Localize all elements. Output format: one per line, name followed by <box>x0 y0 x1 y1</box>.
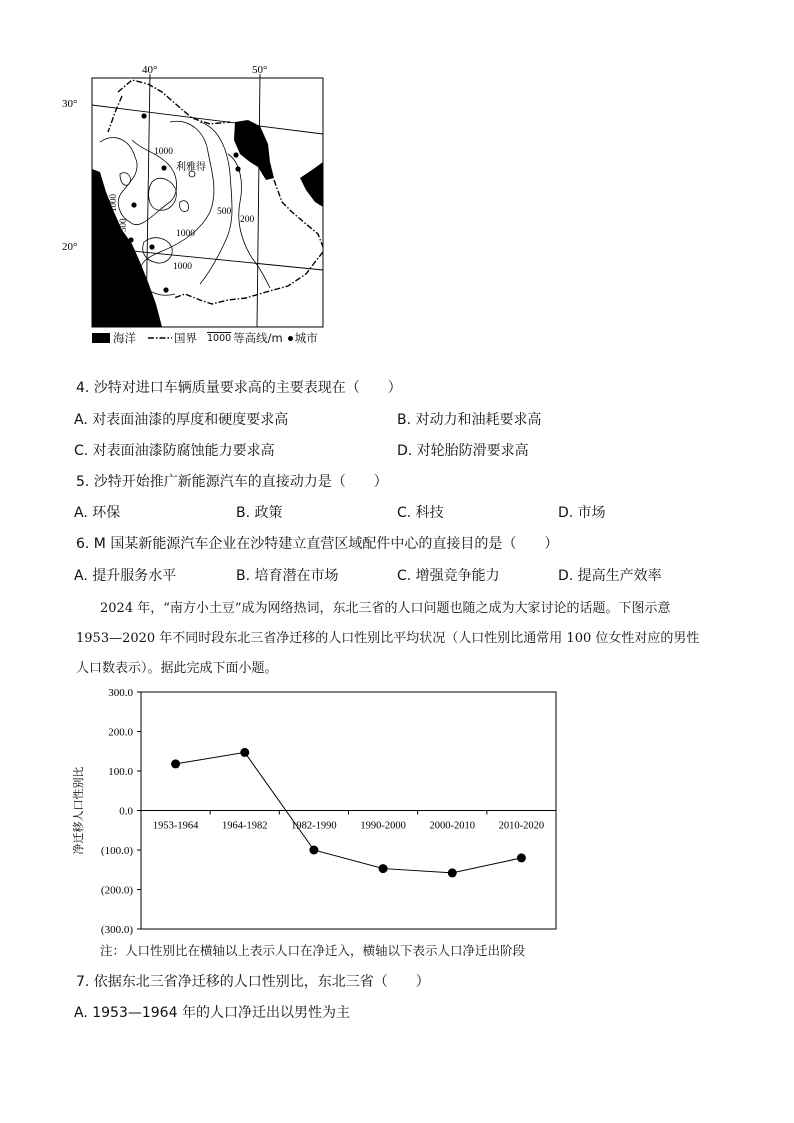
contour-label: 200 <box>240 215 255 225</box>
y-tick-label: 0.0 <box>119 805 133 818</box>
contour-label: 1000 <box>176 229 195 239</box>
y-axis-label: 净迁移人口性别比 <box>73 766 85 855</box>
q6-option-b[interactable]: B. 培育潜在市场 <box>236 568 339 584</box>
question-7-stem: 7. 依据东北三省净迁移的人口性别比，东北三省（ ） <box>76 974 430 990</box>
map-legend <box>92 329 318 347</box>
question-6-stem: 6. M 国某新能源汽车企业在沙特建立直营区域配件中心的直接目的是（ ） <box>76 536 559 552</box>
passage-line-1: 2024 年，“南方小土豆”成为网络热词，东北三省的人口问题也随之成为大家讨论的话题。下图示意 <box>100 601 671 616</box>
data-point <box>309 846 318 855</box>
q6-option-a[interactable]: A. 提升服务水平 <box>74 568 177 584</box>
riyadh-label: 利雅得 <box>176 162 206 173</box>
chart-note: 注：人口性别比在横轴以上表示人口在净迁入，横轴以下表示人口净迁出阶段 <box>100 943 526 958</box>
legend-contour-value: 1000 <box>207 332 232 344</box>
saudi-map <box>60 62 350 352</box>
y-tick-label: (200.0) <box>100 884 133 897</box>
q6-option-c[interactable]: C. 增强竞争能力 <box>397 568 500 584</box>
contour-label: 500 <box>217 207 232 217</box>
y-tick-label: (100.0) <box>100 845 133 857</box>
data-point <box>517 853 526 862</box>
q6-option-d[interactable]: D. 提高生产效率 <box>558 568 662 584</box>
sex-ratio-chart <box>70 682 570 937</box>
lon-label-50: 50° <box>252 64 268 76</box>
city-swatch <box>288 336 293 341</box>
border-swatch <box>148 333 172 343</box>
q4-option-b[interactable]: B. 对动力和油耗要求高 <box>397 412 542 428</box>
x-tick-label: 1953-1964 <box>152 820 199 832</box>
x-tick-label: 1964-1982 <box>222 820 268 832</box>
lat-label-30: 30° <box>62 98 78 110</box>
y-tick-label: 300.0 <box>108 687 133 699</box>
x-tick-label: 1990-2000 <box>360 820 406 832</box>
persian-gulf <box>234 120 274 180</box>
contour-label: 1000 <box>108 194 118 212</box>
q5-option-c[interactable]: C. 科技 <box>397 505 444 521</box>
question-5-stem: 5. 沙特开始推广新能源汽车的直接动力是（ ） <box>76 474 388 490</box>
q5-option-b[interactable]: B. 政策 <box>236 505 283 521</box>
data-point <box>240 748 249 757</box>
lat-label-20: 20° <box>62 241 78 253</box>
legend-ocean: 海洋 <box>113 331 136 345</box>
lon-label-40: 40° <box>142 64 158 76</box>
contour-label: 1000 <box>173 262 192 272</box>
q5-option-d[interactable]: D. 市场 <box>558 505 606 521</box>
q5-option-a[interactable]: A. 环保 <box>74 505 121 521</box>
x-tick-label: 2000-2010 <box>429 820 475 832</box>
legend-contour: 等高线/m <box>233 331 283 345</box>
data-point <box>171 759 180 768</box>
question-4-stem: 4. 沙特对进口车辆质量要求高的主要表现在（ ） <box>76 380 402 396</box>
contour-label: 1000 <box>154 147 173 157</box>
y-tick-label: (300.0) <box>100 924 133 936</box>
x-tick-label: 1982-1990 <box>291 820 337 832</box>
contour-label: 500 <box>118 218 128 232</box>
q4-option-d[interactable]: D. 对轮胎防滑要求高 <box>397 443 529 459</box>
q4-option-a[interactable]: A. 对表面油漆的厚度和硬度要求高 <box>74 412 289 428</box>
passage-line-3: 人口数表示）。据此完成下面小题。 <box>76 661 278 676</box>
legend-border: 国界 <box>174 331 197 345</box>
x-tick-label: 2010-2020 <box>498 820 545 832</box>
passage-line-2: 1953—2020 年不同时段东北三省净迁移的人口性别比平均状况（人口性别比通常用 100 位女性对应的男性 <box>76 631 700 646</box>
ocean-swatch <box>92 333 110 343</box>
data-point <box>448 868 457 877</box>
q7-option-a[interactable]: A. 1953—1964 年的人口净迁出以男性为主 <box>74 1005 350 1021</box>
y-tick-label: 200.0 <box>108 726 133 739</box>
data-point <box>379 864 388 873</box>
y-tick-label: 100.0 <box>108 766 133 778</box>
q4-option-c[interactable]: C. 对表面油漆防腐蚀能力要求高 <box>74 443 275 459</box>
legend-city: 城市 <box>294 331 318 345</box>
